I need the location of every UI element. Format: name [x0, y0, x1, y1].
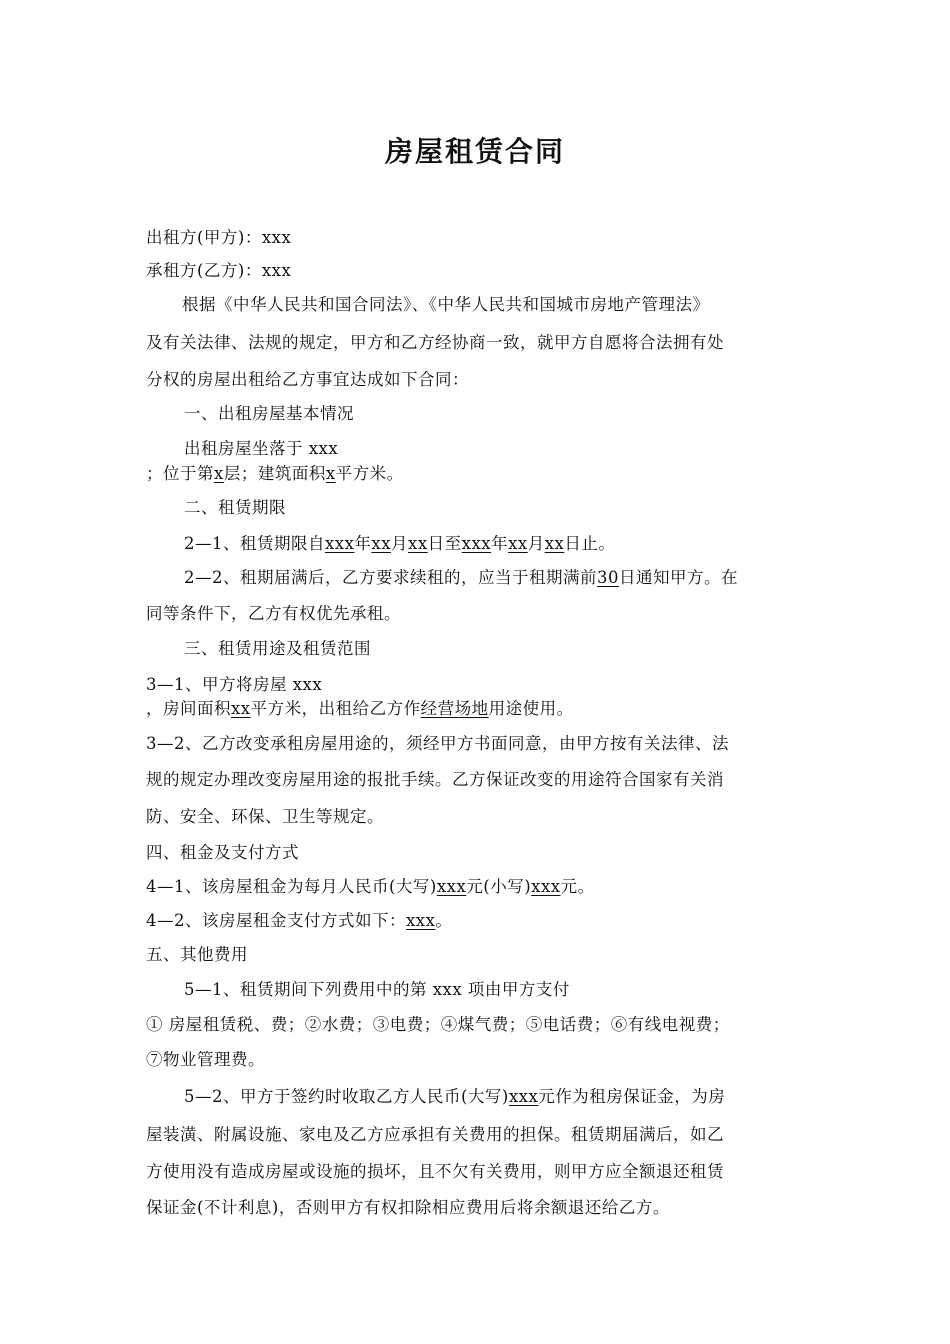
lessee-line: 承租方(乙方)：xxx	[146, 261, 292, 280]
clause-2-2-line-1: 2—2、租期届满后，乙方要求续租的，应当于租期满前30日通知甲方。在	[184, 568, 738, 587]
clause-5-1-line-3: ⑦物业管理费。	[146, 1050, 265, 1069]
clause-5-2-line-2: 屋装潢、附属设施、家电及乙方应承担有关费用的担保。租赁期届满后，如乙	[146, 1125, 724, 1144]
clause-5-1-line-2: ① 房屋租赁税、费；②水费；③电费；④煤气费；⑤电话费；⑥有线电视费；	[146, 1015, 730, 1034]
section-3-heading: 三、租赁用途及租赁范围	[184, 639, 371, 658]
clause-5-2-line-1: 5—2、甲方于签约时收取乙方人民币(大写)xxx元作为租房保证金，为房	[184, 1087, 726, 1106]
property-floor-area-line: ；位于第x层；建筑面积x平方米。	[146, 464, 404, 483]
clause-3-2-line-1: 3—2、乙方改变承租房屋用途的，须经甲方书面同意，由甲方按有关法律、法	[146, 734, 729, 753]
clause-4-1: 4—1、该房屋租金为每月人民币(大写)xxx元(小写)xxx元。	[146, 877, 595, 896]
preamble-line-1: 根据《中华人民共和国合同法》、《中华人民共和国城市房地产管理法》	[182, 295, 710, 314]
section-5-heading: 五、其他费用	[146, 945, 248, 964]
clause-5-1-line-1: 5—1、租赁期间下列费用中的第 xxx 项由甲方支付	[184, 980, 570, 999]
document-title: 房屋租赁合同	[384, 135, 565, 168]
clause-4-2: 4—2、该房屋租金支付方式如下：xxx。	[146, 911, 453, 930]
lessor-line: 出租方(甲方)：xxx	[146, 228, 292, 247]
section-2-heading: 二、租赁期限	[184, 498, 286, 517]
clause-3-2-line-3: 防、安全、环保、卫生等规定。	[146, 807, 384, 826]
property-location-line: 出租房屋坐落于 xxx	[184, 439, 339, 458]
section-4-heading: 四、租金及支付方式	[146, 843, 299, 862]
clause-3-1-line-1: 3—1、甲方将房屋 xxx	[146, 675, 323, 694]
preamble-line-2: 及有关法律、法规的规定，甲方和乙方经协商一致，就甲方自愿将合法拥有处	[146, 333, 724, 352]
section-1-heading: 一、出租房屋基本情况	[184, 404, 354, 423]
clause-3-2-line-2: 规的规定办理改变房屋用途的报批手续。乙方保证改变的用途符合国家有关消	[146, 770, 724, 789]
clause-5-2-line-3: 方使用没有造成房屋或设施的损坏，且不欠有关费用，则甲方应全额退还租赁	[146, 1162, 724, 1181]
preamble-line-3: 分权的房屋出租给乙方事宜达成如下合同：	[146, 370, 469, 389]
clause-2-2-line-2: 同等条件下，乙方有权优先承租。	[146, 604, 401, 623]
clause-5-2-line-4: 保证金(不计利息)，否则甲方有权扣除相应费用后将余额退还给乙方。	[146, 1198, 670, 1217]
clause-2-1: 2—1、租赁期限自xxx年xx月xx日至xxx年xx月xx日止。	[184, 534, 616, 553]
clause-3-1-line-2: ，房间面积xx平方米，出租给乙方作经营场地用途使用。	[146, 699, 574, 718]
